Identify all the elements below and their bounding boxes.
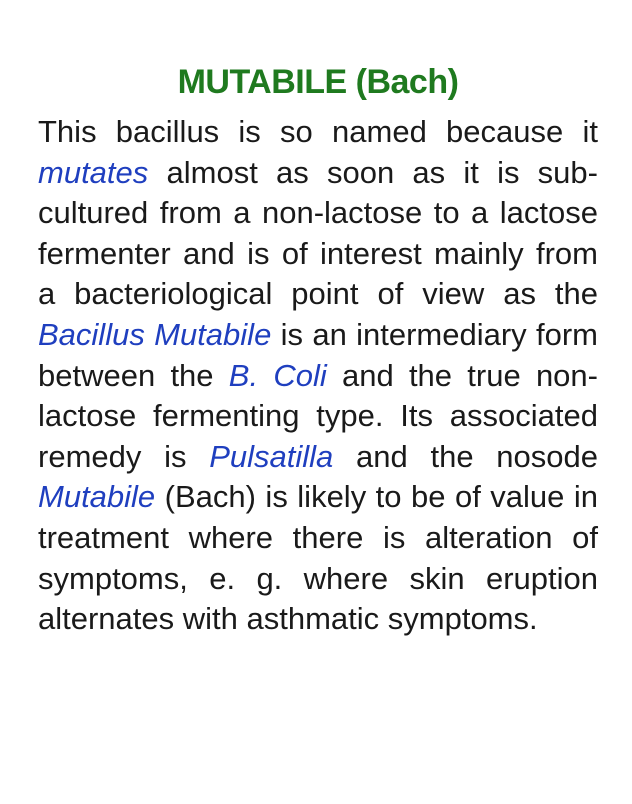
emphasis-b-coli: B. Coli	[228, 357, 327, 393]
emphasis-pulsatilla: Pulsatilla	[209, 438, 334, 474]
text-segment: This bacillus is so named because it	[38, 114, 598, 149]
text-segment: and the true non-lactose fermenting type. Its associated remedy is	[38, 357, 598, 474]
text-segment: almost as soon as it is sub-cultured from a non-lactose to a lactose fermenter and is of interest mainly from a bacteriological point of view as the	[38, 154, 598, 312]
text-segment: and the nosode	[333, 438, 599, 474]
page-title: MUTABILE (Bach)	[177, 63, 459, 101]
body-paragraph	[38, 112, 598, 640]
emphasis-bacillus-mutabile: Bacillus Mutabile	[38, 316, 272, 352]
text-segment: (Bach) is likely to be of value in treatment where there is alteration of symptoms, e. g. where skin eruption alternates with asthmatic symptoms.	[38, 479, 598, 637]
emphasis-mutabile: Mutabile	[38, 479, 156, 515]
emphasis-mutates: mutates	[38, 154, 149, 190]
text-segment: is an intermediary form between the	[38, 316, 598, 393]
